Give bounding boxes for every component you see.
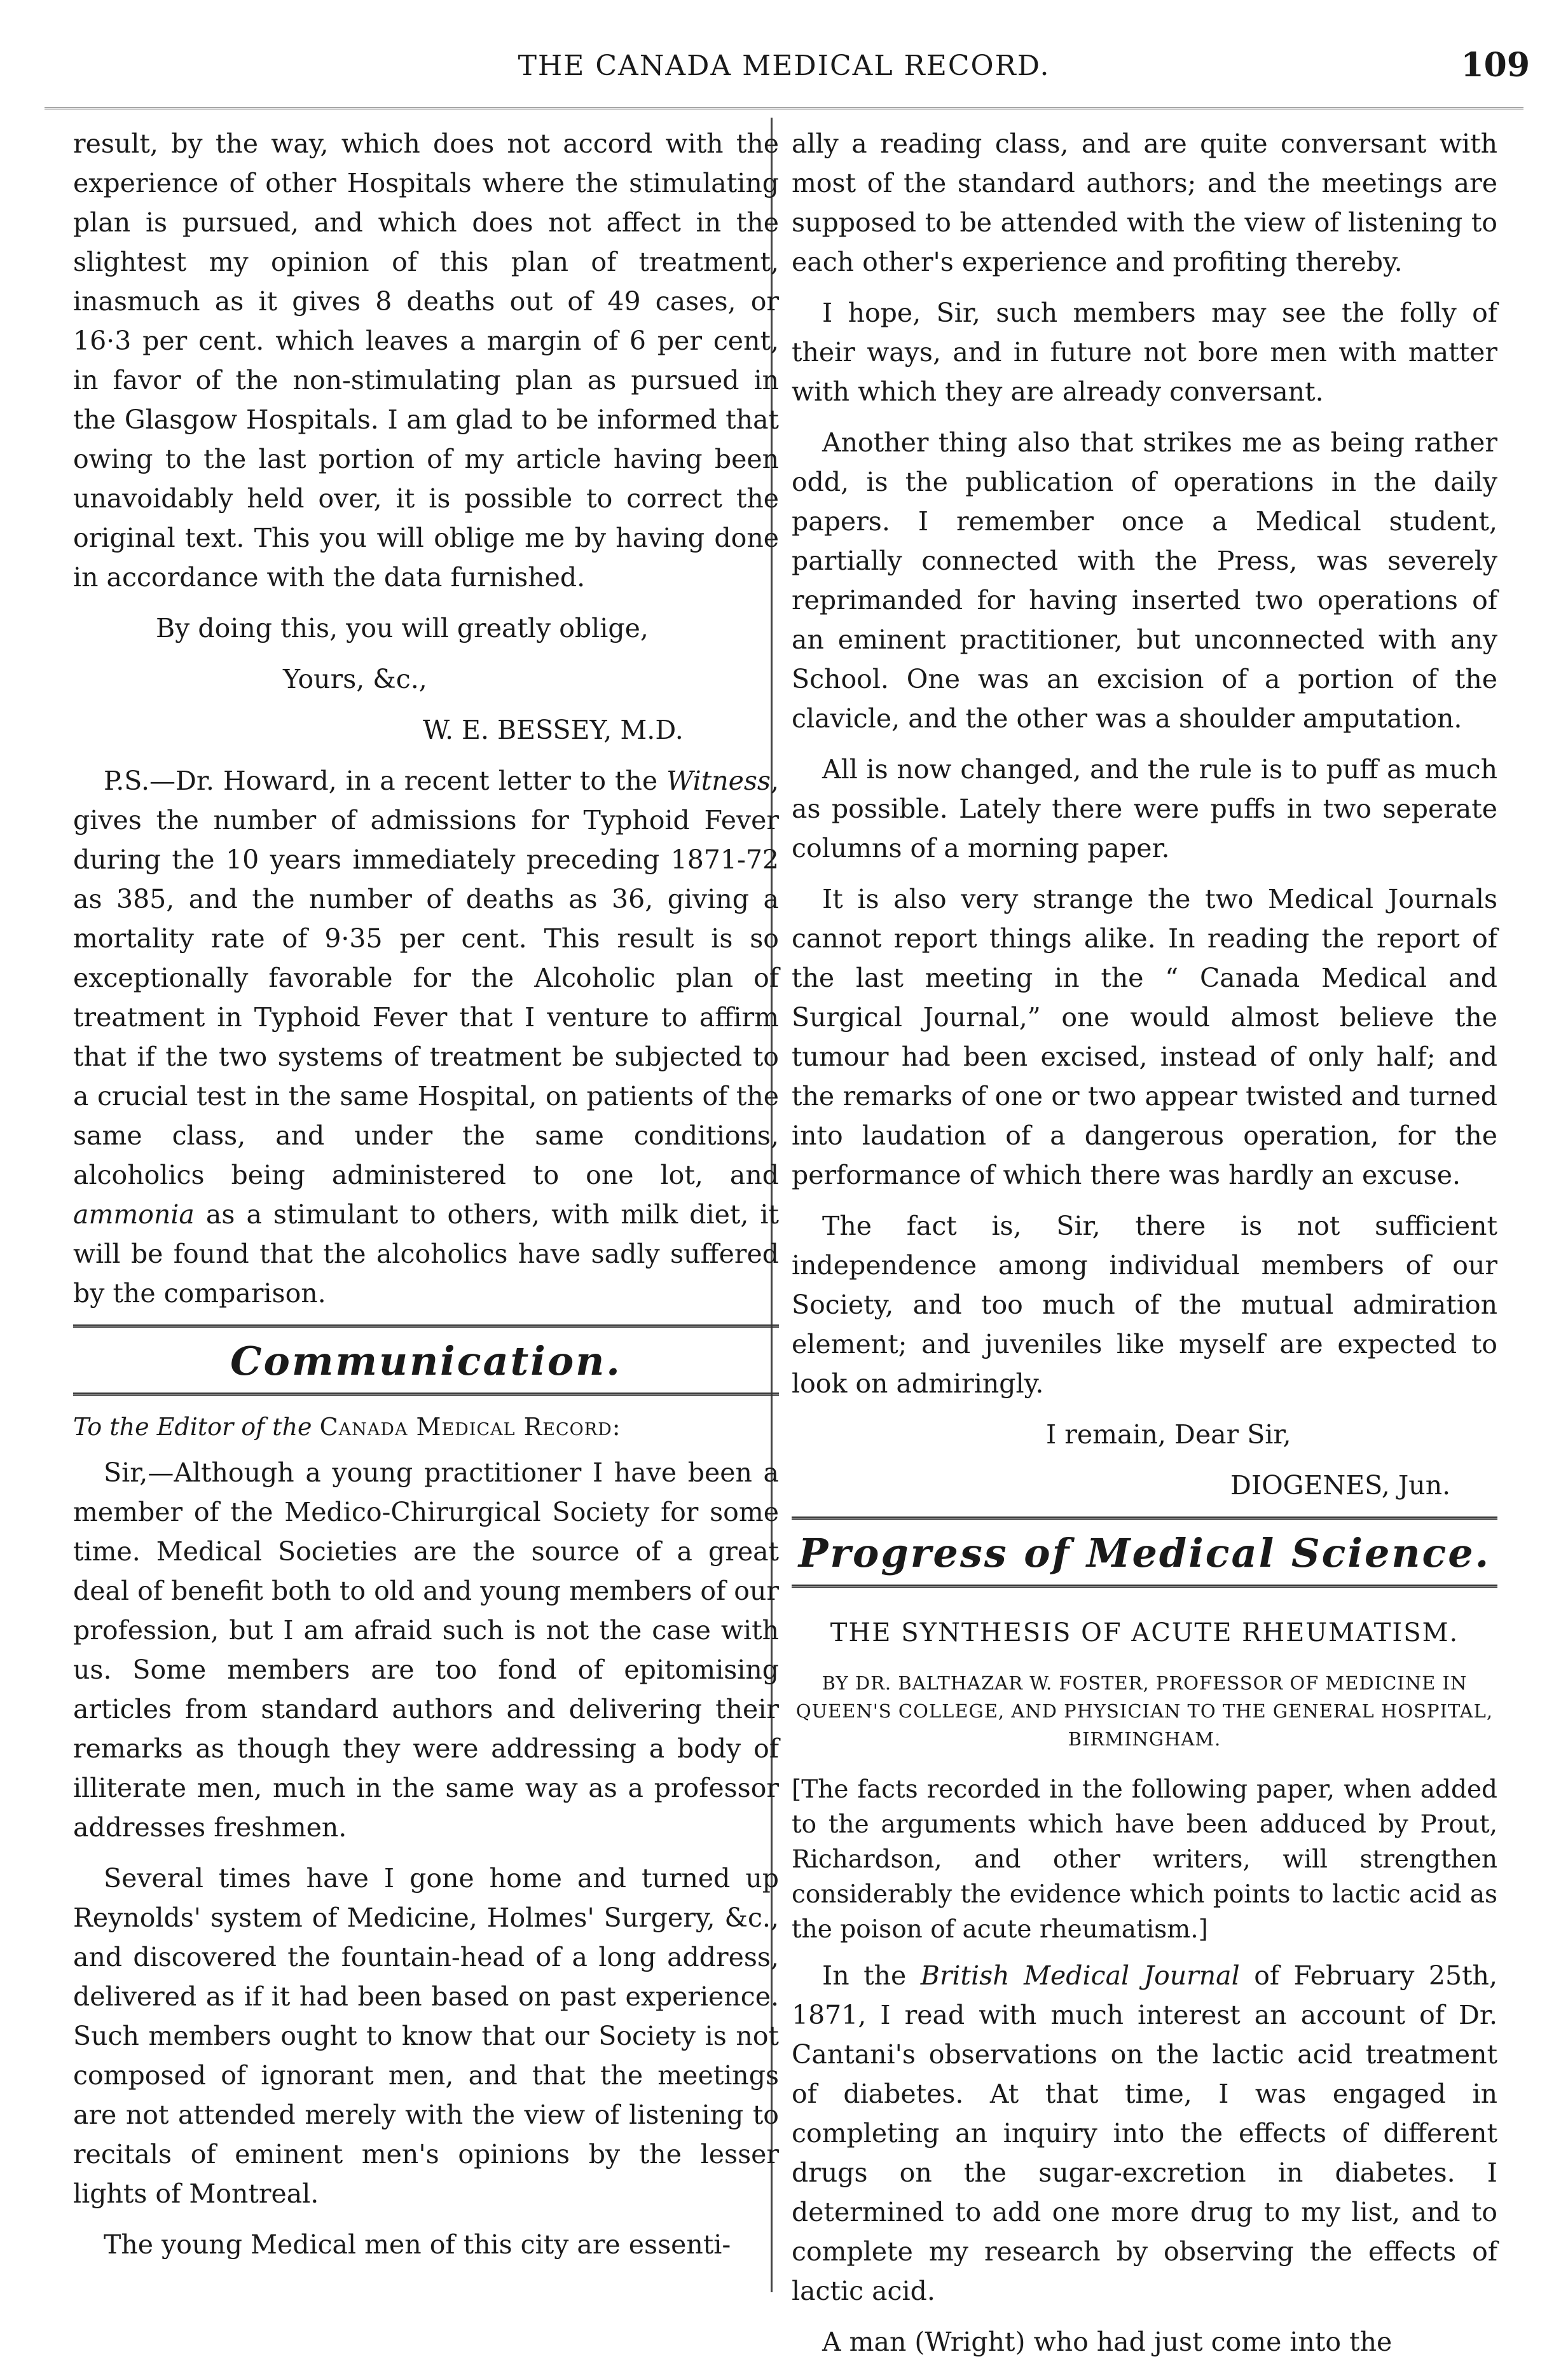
closing-signature: DIOGENES, Jun. [1230, 1470, 1451, 1501]
communication-paragraph: The young Medical men of this city are essenti- [104, 2229, 731, 2260]
section-rule [73, 1324, 779, 1328]
article-journal-name: British Medical Journal [920, 1960, 1240, 1991]
ps-text: , gives the number of admissions for Typhoid Fever during the 10 years immediately preceding 1871-72 as 385, and the number of deaths as 36, giving a mortality rate of 9·35 per cent. This result is so exceptionally favorable for the Alcoholic plan of treatment in Typhoid Fever that I venture to affirm that if the two systems of treatment be subjected to a crucial test in the same Hospital, on patients of the same class, and under the same conditions, alcoholics being administered to one lot, and [73, 766, 779, 1190]
article-paragraph [792, 1956, 1497, 2311]
page-number: 109 [1461, 46, 1530, 85]
communication-paragraph: Another thing also that strikes me as being rather odd, is the publication of operations in the daily papers. I remember once a Medical student, partially connected with the Press, was severely reprimanded for having inserted two operations of an eminent practitioner, but unconnected with any School. One was an excision of a portion of the clavicle, and the other was a shoulder amputation. [792, 427, 1497, 734]
to-editor-journal: Canada Medical Record: [319, 1413, 621, 1441]
article-abstract: [The facts recorded in the following paper, when added to the arguments which have been adduced by Prout, Richardson, and other writers, will strengthen considerably the evidence which points to lactic acid as the poison of acute rheumatism.] [792, 1775, 1497, 1944]
section-rule [792, 1585, 1497, 1588]
ps-witness: Witness [666, 766, 771, 796]
closing-remain: I remain, Dear Sir, [1046, 1419, 1291, 1450]
ps-text: as a stimulant to others, with milk diet, it will be found that the alcoholics have sadly suffered by the comparison. [73, 1199, 779, 1309]
signature-block [73, 609, 779, 750]
article-paragraph: A man (Wright) who had just come into the [822, 2327, 1393, 2357]
to-editor-text: To the Editor of the [73, 1413, 320, 1441]
closing-block [792, 1415, 1497, 1505]
section-rule [792, 1517, 1497, 1520]
communication-paragraph: Several times have I gone home and turned up Reynolds' system of Medicine, Holmes' Surgery, &c., and discovered the fountain-head of a long address, delivered as if it had been based on past experience. Such members ought to know that our Society is not composed of ignorant men, and that the meetings are not attended merely with the view of listening to recitals of eminent men's opinions by the lesser lights of Montreal. [73, 1863, 779, 2209]
sign-oblige: By doing this, you will greatly oblige, [156, 613, 649, 643]
communication-paragraph: The fact is, Sir, there is not sufficient independence among individual members of our Society, and too much of the mutual admiration element; and juveniles like myself are expected to look on admiringly. [792, 1211, 1497, 1399]
communication-paragraph: Sir,—Although a young practitioner I have been a member of the Medico-Chirurgical Society for some time. Medical Societies are the source of a great deal of benefit both to old and young members of our profession, but I am afraid such is not the case with us. Some members are too fond of epitomising articles from standard authors and delivering their remarks as though they were addressing a body of illiterate men, much in the same way as a professor addresses freshmen. [73, 1457, 779, 1843]
communication-paragraph: ally a reading class, and are quite conversant with most of the standard authors; and the meetings are supposed to be attended with the view of listening to each other's experience and profiting thereby. [792, 128, 1497, 277]
page-header [38, 46, 1530, 94]
letter-paragraph: result, by the way, which does not accord with the experience of other Hospitals where the stimulating plan is pursued, and which does not affect in the slightest my opinion of this plan of treatment, inasmuch as it gives 8 deaths out of 49 cases, or 16·3 per cent. which leaves a margin of 6 per cent, in favor of the non-stimulating plan as pursued in the Glasgow Hospitals. I am glad to be informed that owing to the last portion of my article having been unavoidably held over, it is possible to correct the original text. This you will oblige me by having done in accordance with the data furnished. [73, 128, 779, 593]
article-text: In the [822, 1960, 921, 1991]
section-heading-progress: Progress of Medical Science. [798, 1530, 1491, 1576]
journal-title: THE CANADA MEDICAL RECORD. [518, 50, 1050, 82]
right-column [792, 124, 1497, 2373]
communication-paragraph: I hope, Sir, such members may see the folly of their ways, and in future not bore men with matter with which they are already conversant. [792, 298, 1497, 407]
sign-yours: Yours, &c., [283, 664, 427, 694]
article-title: THE SYNTHESIS OF ACUTE RHEUMATISM. [830, 1618, 1459, 1647]
section-rule [73, 1393, 779, 1396]
section-heading-communication: Communication. [230, 1338, 622, 1384]
header-rule [45, 107, 1523, 109]
communication-paragraph: All is now changed, and the rule is to puff as much as possible. Lately there were puffs in two seperate columns of a morning paper. [792, 754, 1497, 863]
sign-author: W. E. BESSEY, M.D. [423, 715, 684, 745]
left-column [73, 124, 779, 2276]
ps-text: P.S.—Dr. Howard, in a recent letter to the [104, 766, 667, 796]
communication-paragraph: It is also very strange the two Medical Journals cannot report things alike. In reading the report of the last meeting in the “ Canada Medical and Surgical Journal,” one would almost believe the tumour had been excised, instead of only half; and the remarks of one or two appear twisted and turned into laudation of a dangerous operation, for the performance of which there was hardly an excuse. [792, 884, 1497, 1190]
article-byline: BY DR. BALTHAZAR W. FOSTER, PROFESSOR OF MEDICINE IN QUEEN'S COLLEGE, AND PHYSICIAN TO THE GENERAL HOSPITAL, BIRMINGHAM. [795, 1672, 1494, 1750]
ps-ammonia: ammonia [73, 1199, 195, 1230]
postscript [73, 761, 779, 1313]
article-text: of February 25th, 1871, I read with much interest an account of Dr. Cantani's observations on the lactic acid treatment of diabetes. At that time, I was engaged in completing an inquiry into the effects of different drugs on the sugar-excretion in diabetes. I determined to add one more drug to my list, and to complete my research by observing the effects of lactic acid. [792, 1960, 1497, 2306]
to-editor-line [73, 1407, 779, 1447]
